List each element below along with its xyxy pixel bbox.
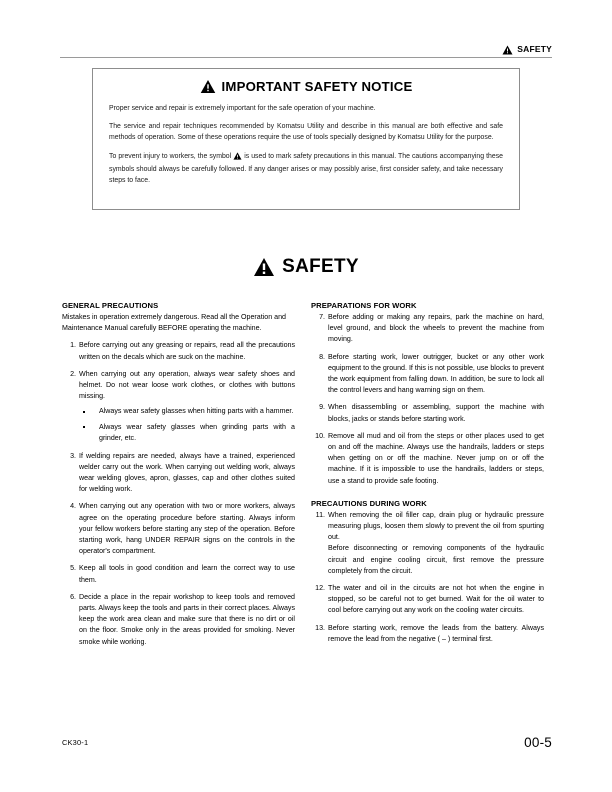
list-item-number: 5. — [70, 564, 76, 573]
list-item-text: Before adding or making any repairs, park the machine on hard, level ground, and block the wheels to prevent the machine from moving. — [328, 313, 544, 344]
list-item — [311, 312, 544, 346]
list-item — [311, 583, 544, 617]
list-item-text: When disassembling or assembling, support the machine with blocks, jacks or stands before starting work. — [328, 403, 544, 423]
list-item-text: When removing the oil filler cap, drain plug or hydraulic pressure measuring plugs, loosen them slowly to prevent the oil from spurting out. — [328, 510, 544, 542]
bullet-square-icon — [83, 426, 85, 428]
list-item-bullets — [79, 406, 295, 444]
warning-triangle-icon — [253, 257, 275, 277]
list-item — [62, 563, 295, 585]
warning-triangle-icon — [233, 152, 242, 164]
general-precautions-heading: GENERAL PRECAUTIONS — [62, 301, 159, 310]
warning-triangle-icon — [502, 45, 513, 55]
list-item-number: 4. — [70, 502, 76, 511]
preparations-for-work-heading: PREPARATIONS FOR WORK — [311, 301, 417, 310]
list-item — [311, 510, 544, 577]
important-safety-notice-box — [92, 68, 520, 210]
header-section-label: SAFETY — [517, 44, 552, 54]
notice-paragraph-1: Proper service and repair is extremely important for the safe operation of your machine. — [109, 105, 376, 112]
list-item-text-secondary: Before disconnecting or removing components of the hydraulic circuit and engine cooling circuit, first remove the pressure completely from the circuit. — [328, 544, 544, 575]
safety-section-title — [0, 256, 612, 278]
content-columns — [62, 300, 552, 654]
list-item — [62, 451, 295, 496]
notice-title-text: IMPORTANT SAFETY NOTICE — [221, 79, 413, 94]
precautions-during-work-heading: PRECAUTIONS DURING WORK — [311, 498, 427, 508]
list-item-number: 7. — [319, 313, 325, 321]
list-item-text: Before starting work, lower outrigger, bucket or any other work equipment to the ground. If this is not possible, use blocks to prevent the work equipment from falling down. In addition, be sure to lock all the control levers and hang warning sign on them. — [328, 352, 544, 395]
list-item-number: 10. — [315, 431, 325, 440]
list-item-text: Before starting work, remove the leads from the battery. Always remove the lead from the negative ( – ) terminal first. — [328, 623, 544, 643]
list-item-number: 8. — [319, 352, 325, 361]
warning-triangle-icon — [200, 79, 216, 94]
notice-paragraph-3 — [109, 151, 503, 187]
list-item — [311, 352, 544, 397]
page-header — [60, 34, 552, 58]
right-column — [311, 300, 544, 654]
list-item-text: When carrying out any operation with two or more workers, always agree on the operating procedure before starting. Always inform your fellow workers before starting any step of the operation. Before starting work, hang UNDER REPAIR signs on the controls in the operator's compartment. — [79, 502, 295, 556]
list-item-text: Before carrying out any greasing or repairs, read all the precautions written on the decals which are suck on the machine. — [79, 341, 295, 361]
bullet-text: Always wear safety glasses when grinding parts with a grinder, etc. — [99, 422, 295, 443]
page-number: 00-5 — [524, 735, 552, 750]
left-column — [62, 300, 295, 654]
notice-symbol-text-after: is used to mark safety precautions in this manual. The cautions accompanying these symbols should always be carefully followed. If any danger arises or may possibly arise, first consider safety, and take necessary steps to face. — [109, 152, 504, 185]
list-item-text: Decide a place in the repair workshop to keep tools and removed parts. Always keep the tools and parts in their correct places. Always keep the work area clean and make sure that there is no dirt or oil on the floor. Smoke only in the areas provided for smoking. Never smoke while working. — [79, 592, 295, 646]
bullet-item — [79, 422, 295, 445]
list-item-number: 9. — [319, 403, 325, 412]
bullet-item — [79, 406, 295, 417]
list-item — [62, 369, 295, 445]
general-precautions-list — [62, 340, 295, 647]
list-item-text: Remove all mud and oil from the steps or other places used to get on and off the machine. Always use the handrails, ladders or steps when getting on or off the machine. Never jump on or off the machine. If it is impossible to use the handrails, ladders or steps, use a stand to provide safe footing. — [328, 431, 544, 485]
list-item — [311, 623, 544, 645]
precautions-during-work-list — [311, 510, 544, 645]
preparations-for-work-list — [311, 312, 544, 487]
list-item — [311, 402, 544, 424]
list-item — [62, 340, 295, 362]
safety-title-text: SAFETY — [282, 256, 359, 277]
list-item-number: 3. — [70, 451, 76, 460]
list-item — [62, 592, 295, 648]
list-item-number: 11. — [315, 510, 325, 519]
list-item-text: Keep all tools in good condition and learn the correct way to use them. — [79, 564, 295, 584]
list-item-number: 13. — [315, 623, 325, 632]
bullet-square-icon — [83, 411, 85, 413]
list-item-text: When carrying out any operation, always wear safety shoes and helmet. Do not wear loose work clothes, or clothes with buttons missing. — [79, 369, 295, 401]
list-item-number: 12. — [315, 584, 325, 593]
bullet-text: Always wear safety glasses when hitting parts with a hammer. — [99, 407, 294, 416]
list-item-number: 2. — [70, 369, 76, 378]
list-item-text: The water and oil in the circuits are not hot when the engine in stopped, so be careful not to get burned. Wait for the oil water to cool before carrying out any work on the cooling water circuits. — [328, 584, 544, 615]
list-item-number: 1. — [70, 341, 76, 350]
notice-paragraph-2: The service and repair techniques recommended by Komatsu Utility and describe in this manual are both effective and safe methods of operation. Some of these operations require the use of tools specially designed by Komatsu Utility for the purpose. — [109, 123, 503, 142]
model-code: CK30-1 — [62, 738, 89, 747]
list-item — [311, 431, 544, 487]
notice-symbol-text-before: To prevent injury to workers, the symbol — [109, 152, 232, 160]
notice-body — [93, 103, 519, 186]
general-precautions-lead: Mistakes in operation extremely dangerous. Read all the Operation and Maintenance Manual carefully BEFORE operating the machine. — [62, 313, 286, 333]
page-footer — [62, 735, 552, 750]
notice-title — [93, 79, 519, 94]
list-item-text: If welding repairs are needed, always have a trained, experienced welder carry out the work. When carrying out welding work, always wear welding gloves, apron, glasses, cap and other clothes suited for welding work. — [79, 451, 295, 494]
list-item — [62, 501, 295, 557]
list-item-number: 6. — [70, 592, 76, 601]
